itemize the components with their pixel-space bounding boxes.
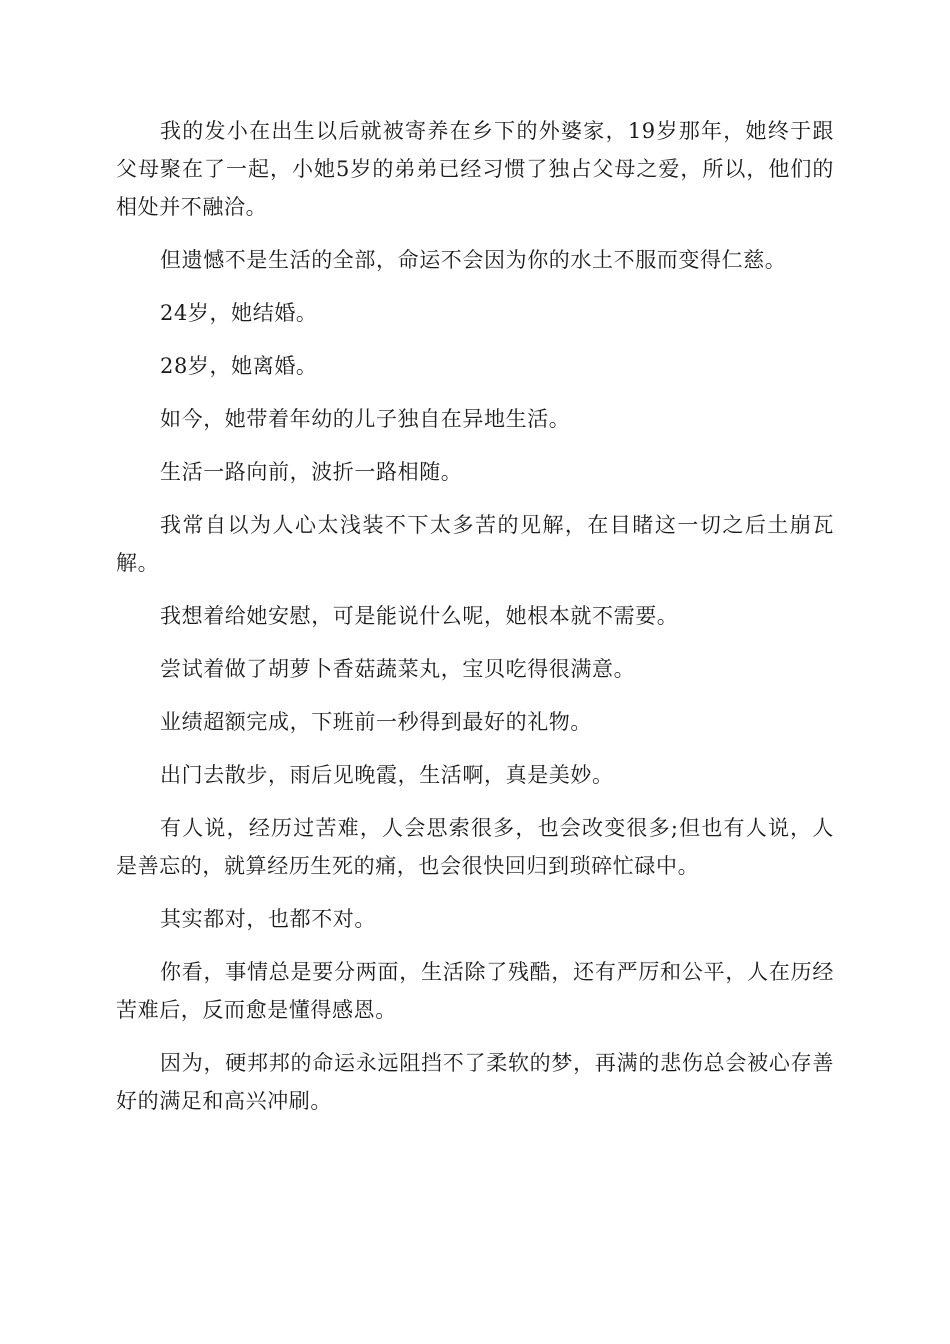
paragraph: 你看，事情总是要分两面，生活除了残酷，还有严厉和公平，人在历经苦难后，反而愈是懂得感恩。	[116, 960, 834, 1022]
paragraph: 如今，她带着年幼的儿子独自在异地生活。	[160, 407, 571, 431]
paragraph: 24岁，她结婚。	[160, 301, 318, 325]
paragraph: 28岁，她离婚。	[160, 354, 318, 378]
paragraph: 我常自以为人心太浅装不下太多苦的见解，在目睹这一切之后土崩瓦解。	[116, 513, 834, 575]
paragraph: 出门去散步，雨后见晚霞，生活啊，真是美妙。	[160, 763, 614, 787]
paragraph: 有人说，经历过苦难，人会思索很多，也会改变很多;但也有人说，人是善忘的，就算经历生死的痛，也会很快回归到琐碎忙碌中。	[116, 816, 834, 878]
paragraph: 因为，硬邦邦的命运永远阻挡不了柔软的梦，再满的悲伤总会被心存善好的满足和高兴冲刷。	[116, 1051, 834, 1113]
paragraph: 我想着给她安慰，可是能说什么呢，她根本就不需要。	[160, 604, 679, 628]
paragraph: 生活一路向前，波折一路相随。	[160, 460, 463, 484]
paragraph: 但遗憾不是生活的全部，命运不会因为你的水土不服而变得仁慈。	[160, 248, 787, 272]
paragraph: 尝试着做了胡萝卜香菇蔬菜丸，宝贝吃得很满意。	[160, 657, 636, 681]
document-body	[116, 112, 834, 1135]
paragraph: 其实都对，也都不对。	[160, 907, 376, 931]
paragraph: 业绩超额完成，下班前一秒得到最好的礼物。	[160, 710, 592, 734]
paragraph: 我的发小在出生以后就被寄养在乡下的外婆家，19岁那年，她终于跟父母聚在了一起，小她5岁的弟弟已经习惯了独占父母之爱，所以，他们的相处并不融洽。	[116, 119, 834, 219]
